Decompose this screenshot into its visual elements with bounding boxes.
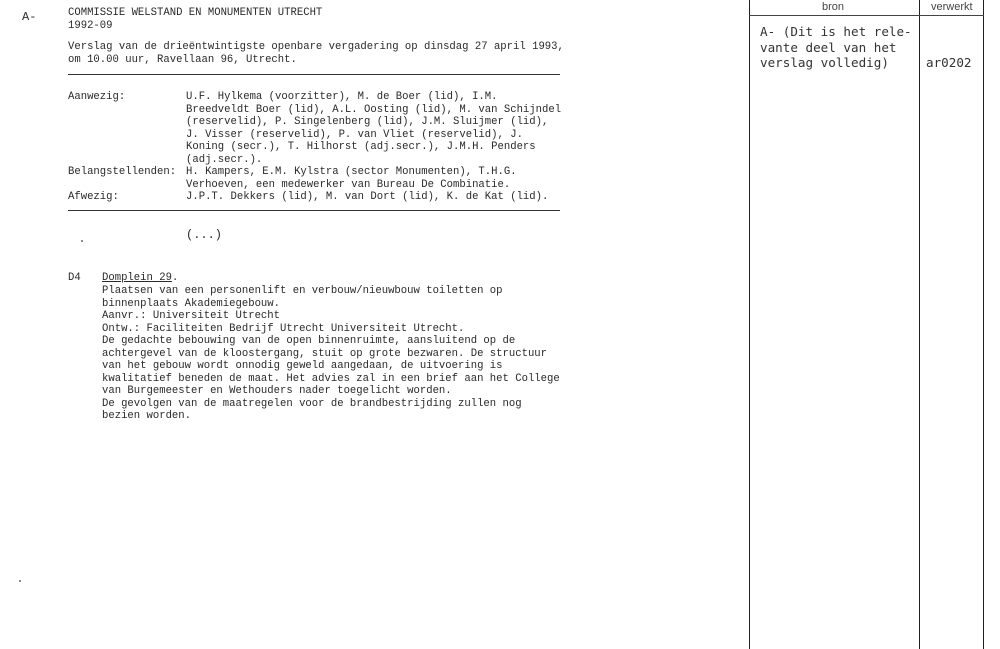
top-divider (68, 74, 560, 75)
item-line: binnenplaats Akademiegebouw. (102, 297, 281, 310)
attendance-present-line: (adj.secr.). (186, 153, 263, 166)
column-header-verwerkt: verwerkt (931, 1, 973, 13)
item-line: De gevolgen van de maatregelen voor de brandbestrijding zullen nog (102, 397, 522, 410)
margin-left-border (749, 0, 750, 649)
attendance-present-line: Koning (secr.), T. Hilhorst (adj.secr.), J.M.H. Penders (186, 141, 536, 153)
attendance-label-interested: Belangstellenden: (68, 166, 177, 178)
scan-speck (81, 240, 83, 242)
attendance-present-line: J. Visser (reservelid), P. van Vliet (reservelid), J. (186, 128, 523, 141)
item-line: De gedachte bebouwing van de open binnenruimte, aansluitend op de (102, 335, 516, 347)
item-line: Aanvr.: Universiteit Utrecht (102, 310, 281, 322)
item-title-text: Domplein 29 (102, 272, 172, 284)
item-code: D4 (68, 272, 81, 284)
attendance-absent-line: J.P.T. Dekkers (lid), M. van Dort (lid), K. de Kat (lid). (186, 191, 549, 203)
attendance-present-line: Breedveldt Boer (lid), A.L. Oosting (lid), M. van Schijndel (186, 103, 562, 116)
margin-note-line: vante deel van het (760, 39, 897, 55)
attendance-present-line: (reservelid), P. Singelenberg (lid), J.M. Sluijmer (lid), (186, 116, 549, 128)
attendance-present-line: U.F. Hylkema (voorzitter), M. de Boer (lid), I.M. (186, 91, 498, 103)
margin-right-border (983, 0, 984, 649)
item-line: Plaatsen van een personenlift en verbouw/nieuwbouw toiletten op (102, 285, 503, 297)
attendance-label-absent: Afwezig: (68, 191, 119, 203)
item-line: Ontw.: Faciliteiten Bedrijf Utrecht Universiteit Utrecht. (102, 322, 465, 335)
item-line: achtergevel van de kloostergang, stuit op grote bezwaren. De structuur (102, 347, 548, 360)
item-line: van Burgemeester en Wethouders nader toegelicht worden. (102, 385, 452, 397)
attendance-interested-line: Verhoeven, een medewerker van Bureau De Combinatie. (186, 178, 511, 191)
omission-ellipsis: (...) (186, 228, 223, 242)
column-header-bron: bron (822, 1, 845, 13)
header-title: COMMISSIE WELSTAND EN MONUMENTEN UTRECHT (68, 7, 323, 19)
margin-note-line: A- (Dit is het rele- (760, 24, 912, 39)
item-title (102, 272, 178, 285)
header-number: 1992-09 (68, 20, 113, 32)
item-line: van het gebouw wordt onnodig geweld aangedaan, de uitvoering is (102, 360, 503, 372)
attendance-interested-line: H. Kampers, E.M. Kylstra (sector Monumenten), T.H.G. (186, 166, 517, 178)
margin-column-separator (919, 0, 920, 649)
margin-header-rule (749, 15, 984, 16)
margin-archive-code: ar0202 (926, 55, 972, 70)
item-line: bezien worden. (102, 410, 192, 422)
scan-speck (19, 580, 21, 582)
intro-line-1: Verslag van de drieëntwintigste openbare vergadering op dinsdag 27 april 1993, (68, 41, 564, 53)
item-title-suffix: . (171, 272, 179, 284)
bottom-divider (68, 210, 560, 211)
attendance-label-present: Aanwezig: (68, 91, 126, 103)
section-marker: A- (22, 10, 37, 24)
intro-line-2: om 10.00 uur, Ravellaan 96, Utrecht. (68, 54, 297, 66)
item-line: kwalitatief beneden de maat. Het advies zal in een brief aan het College (102, 372, 560, 385)
margin-note-line: verslag volledig) (760, 55, 889, 70)
